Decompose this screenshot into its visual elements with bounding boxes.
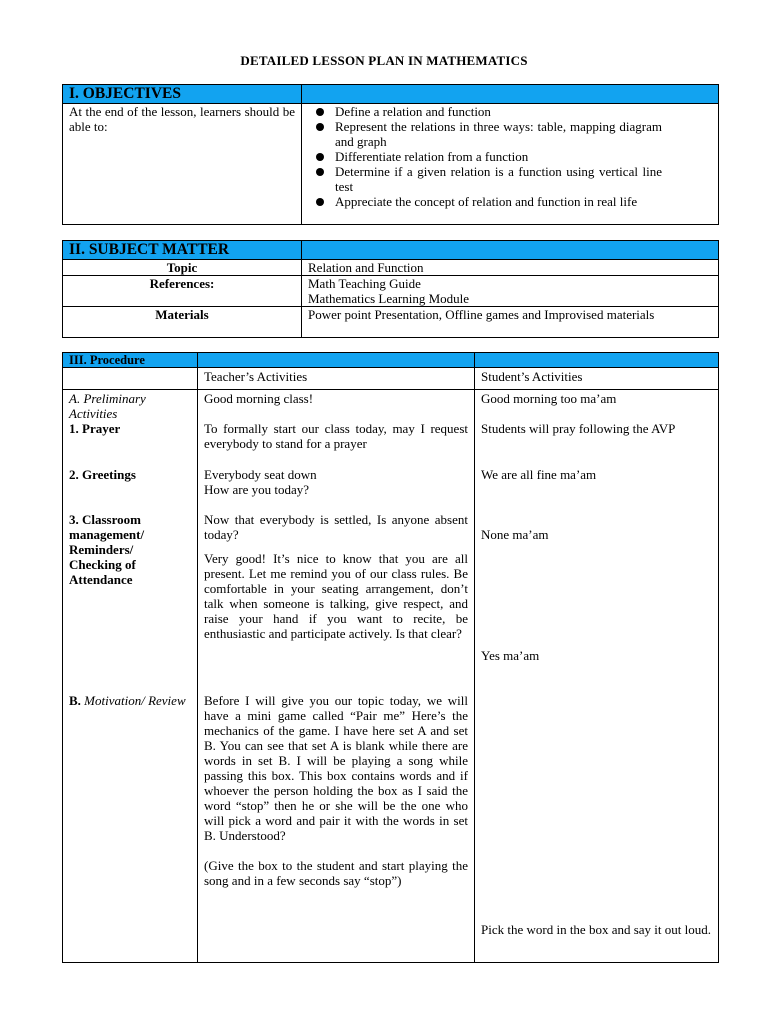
objective-item: Appreciate the concept of relation and function in real life	[308, 194, 662, 209]
teacher-activities-header: Teacher’s Activities	[198, 368, 475, 390]
subject-row-references	[63, 276, 719, 307]
objectives-header: I. OBJECTIVES	[63, 85, 302, 104]
student-rules-answer: Yes ma’am	[481, 648, 540, 663]
student-prayer: Students will pray following the AVP	[481, 421, 676, 436]
objectives-header-row	[63, 85, 719, 104]
reference-item: Mathematics Learning Module	[308, 291, 470, 306]
classroom-label-line: management/	[69, 527, 145, 542]
teacher-motivation-instruction: (Give the box to the student and start playing the song and in a few seconds say “stop”)	[204, 858, 468, 888]
reference-item: Math Teaching Guide	[308, 276, 421, 291]
teacher-greetings	[204, 467, 468, 512]
subject-row-materials	[63, 307, 719, 338]
procedure-columns-blank	[63, 368, 198, 390]
procedure-body-row	[63, 390, 719, 963]
subject-row-topic	[63, 260, 719, 276]
student-activities-cell	[475, 390, 719, 963]
student-greetings: We are all fine ma’am	[481, 467, 597, 482]
topic-label: Topic	[63, 260, 302, 276]
topic-value: Relation and Function	[302, 260, 719, 276]
prelim-label	[69, 391, 191, 421]
classroom-label-line: Checking of	[69, 557, 136, 572]
subject-matter-table	[62, 240, 719, 338]
procedure-labels-cell	[63, 390, 198, 963]
prelim-label-text: Preliminary Activities	[69, 391, 146, 421]
teacher-motivation: Before I will give you our topic today, we will have a mini game called “Pair me” Here’s the mechanics of the game. I have here set A and set B. You can see that set A is blank while there are words in set B. I will be playing a song while passing this box. This box contains words and if whoever the person holding the box as I said the word “stop” then he or she will be the one who will pick a word and pair it with the words in set B. Understood?	[204, 693, 468, 843]
teacher-attendance-question: Now that everybody is settled, Is anyone absent today?	[204, 512, 468, 542]
procedure-table	[62, 352, 719, 963]
greetings-label: 2. Greetings	[69, 467, 136, 482]
subject-matter-header: II. SUBJECT MATTER	[63, 241, 302, 260]
objectives-list-cell	[302, 104, 719, 225]
prelim-label-letter: A.	[69, 391, 81, 406]
teacher-prelim: Good morning class!	[204, 391, 314, 406]
procedure-header-blank	[198, 353, 475, 368]
teacher-greetings-line: How are you today?	[204, 482, 310, 497]
student-activities-header: Student’s Activities	[475, 368, 719, 390]
student-attendance: None ma’am	[481, 527, 549, 542]
teacher-greetings-line: Everybody seat down	[204, 467, 317, 482]
teacher-prayer: To formally start our class today, may I request everybody to stand for a prayer	[204, 421, 468, 451]
references-label: References:	[63, 276, 302, 307]
objectives-table	[62, 84, 719, 225]
objectives-header-blank	[302, 85, 719, 104]
student-prelim: Good morning too ma’am	[481, 391, 617, 406]
procedure-header-row	[63, 353, 719, 368]
procedure-columns-row	[63, 368, 719, 390]
materials-value: Power point Presentation, Offline games and Improvised materials	[302, 307, 719, 338]
classroom-label-line: Attendance	[69, 572, 133, 587]
document-title: DETAILED LESSON PLAN IN MATHEMATICS	[240, 53, 528, 68]
motivation-label	[69, 693, 191, 708]
teacher-class-rules: Very good! It’s nice to know that you are all present. Let me remind you of our class rules. Be comfortable in your seating arrangement, don’t talk when someone is talking, give respect, and raise your hand if you want to recite, be enthusiastic and participate actively. Is that clear?	[204, 551, 468, 641]
classroom-label	[69, 512, 191, 693]
classroom-label-line: 3. Classroom	[69, 512, 141, 527]
objective-item: Represent the relations in three ways: table, mapping diagram and graph	[308, 119, 662, 149]
classroom-label-line: Reminders/	[69, 542, 134, 557]
motivation-label-letter: B.	[69, 693, 81, 708]
student-motivation: Pick the word in the box and say it out loud.	[481, 922, 712, 937]
objective-item: Determine if a given relation is a function using vertical line test	[308, 164, 662, 194]
references-value	[302, 276, 719, 307]
objectives-list	[308, 104, 662, 209]
procedure-header-blank	[475, 353, 719, 368]
motivation-label-text: Motivation/ Review	[84, 693, 186, 708]
objectives-intro: At the end of the lesson, learners should be able to:	[63, 104, 302, 225]
objectives-body-row	[63, 104, 719, 225]
materials-label: Materials	[63, 307, 302, 338]
objective-item: Define a relation and function	[308, 104, 662, 119]
prayer-label: 1. Prayer	[69, 421, 121, 436]
subject-matter-header-row	[63, 241, 719, 260]
procedure-header: III. Procedure	[63, 353, 198, 368]
subject-matter-header-blank	[302, 241, 719, 260]
teacher-activities-cell	[198, 390, 475, 963]
objective-item: Differentiate relation from a function	[308, 149, 662, 164]
